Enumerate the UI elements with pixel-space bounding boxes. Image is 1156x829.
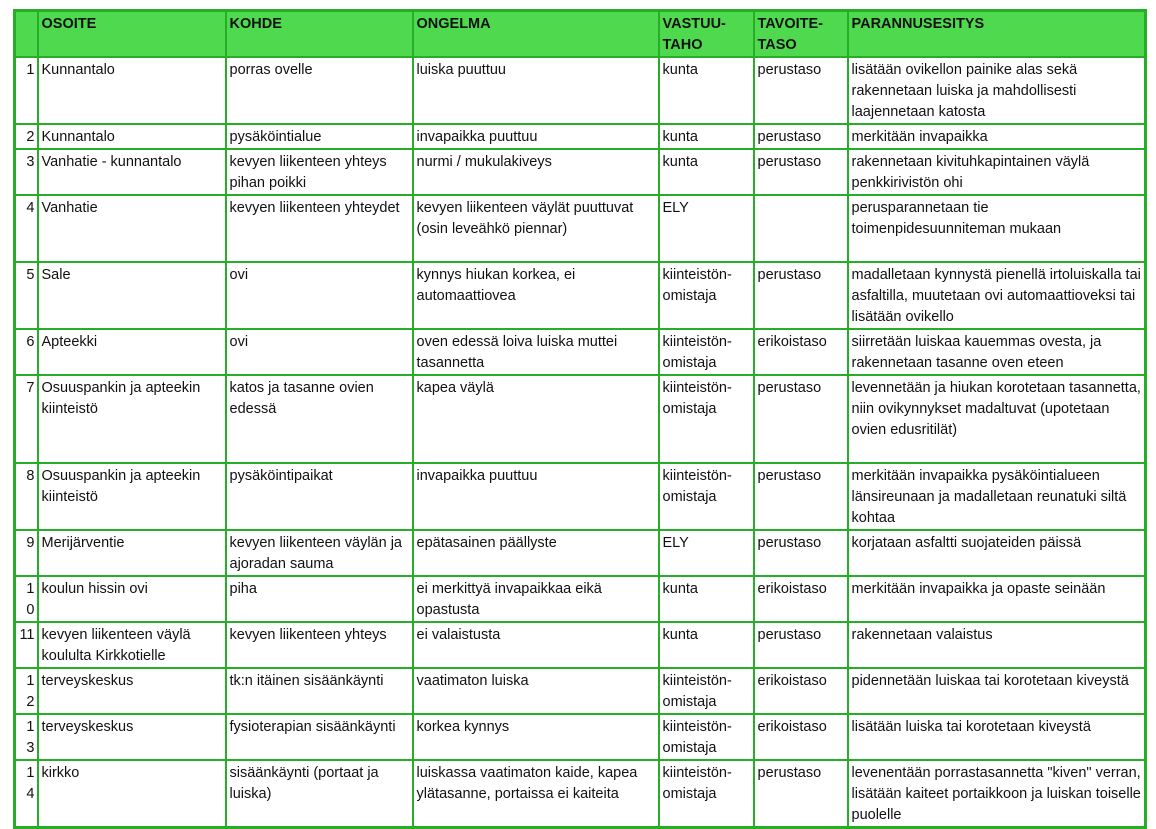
cell-osoite: koulun hissin ovi	[38, 576, 226, 622]
cell-tavoitetaso: erikoistaso	[754, 668, 848, 714]
cell-parannusesitys: rakennetaan kivituhkapintainen väylä penkkirivistön ohi	[848, 149, 1146, 195]
cell-tavoitetaso: perustaso	[754, 530, 848, 576]
cell-vastuutaho: kiinteistön-omistaja	[659, 463, 754, 530]
cell-kohde: fysioterapian sisäänkäynti	[226, 714, 413, 760]
cell-ongelma: invapaikka puuttuu	[413, 124, 659, 149]
cell-osoite: terveyskeskus	[38, 714, 226, 760]
cell-ongelma: vaatimaton luiska	[413, 668, 659, 714]
table-row	[15, 760, 1146, 828]
cell-parannusesitys: merkitään invapaikka ja opaste seinään	[848, 576, 1146, 622]
cell-vastuutaho: ELY	[659, 530, 754, 576]
cell-num: 9	[15, 530, 38, 576]
cell-parannusesitys: lisätään ovikellon painike alas sekä rakennetaan luiska ja mahdollisesti laajennetaan katosta	[848, 57, 1146, 124]
cell-tavoitetaso	[754, 195, 848, 262]
cell-tavoitetaso: erikoistaso	[754, 329, 848, 375]
cell-kohde: tk:n itäinen sisäänkäynti	[226, 668, 413, 714]
cell-num: 7	[15, 375, 38, 463]
table-body	[15, 57, 1146, 828]
cell-num: 3	[15, 149, 38, 195]
cell-vastuutaho: kunta	[659, 576, 754, 622]
cell-kohde: ovi	[226, 262, 413, 329]
cell-osoite: Osuuspankin ja apteekin kiinteistö	[38, 375, 226, 463]
table-row	[15, 668, 1146, 714]
cell-tavoitetaso: perustaso	[754, 149, 848, 195]
table-row	[15, 149, 1146, 195]
cell-osoite: Merijärventie	[38, 530, 226, 576]
cell-parannusesitys: merkitään invapaikka	[848, 124, 1146, 149]
table-row	[15, 714, 1146, 760]
table-row	[15, 576, 1146, 622]
cell-vastuutaho: kunta	[659, 149, 754, 195]
cell-kohde: kevyen liikenteen yhteys	[226, 622, 413, 668]
table-row	[15, 622, 1146, 668]
cell-osoite: kirkko	[38, 760, 226, 828]
cell-kohde: katos ja tasanne ovien edessä	[226, 375, 413, 463]
cell-num: 12	[15, 668, 38, 714]
cell-ongelma: nurmi / mukulakiveys	[413, 149, 659, 195]
header-num	[15, 11, 38, 58]
cell-tavoitetaso: perustaso	[754, 463, 848, 530]
cell-num: 14	[15, 760, 38, 828]
cell-tavoitetaso: perustaso	[754, 622, 848, 668]
cell-osoite: Kunnantalo	[38, 57, 226, 124]
table-row	[15, 329, 1146, 375]
header-ongelma: ONGELMA	[413, 11, 659, 58]
cell-parannusesitys: levenentään porrastasannetta "kiven" verran, lisätään kaiteet portaikkoon ja luiskan toiselle puolelle	[848, 760, 1146, 828]
cell-tavoitetaso: erikoistaso	[754, 714, 848, 760]
cell-num: 8	[15, 463, 38, 530]
header-parannusesitys: PARANNUSESITYS	[848, 11, 1146, 58]
cell-kohde: kevyen liikenteen yhteydet	[226, 195, 413, 262]
header-osoite: OSOITE	[38, 11, 226, 58]
cell-osoite: Osuuspankin ja apteekin kiinteistö	[38, 463, 226, 530]
header-kohde: KOHDE	[226, 11, 413, 58]
cell-vastuutaho: ELY	[659, 195, 754, 262]
cell-osoite: Sale	[38, 262, 226, 329]
cell-kohde: porras ovelle	[226, 57, 413, 124]
cell-ongelma: kapea väylä	[413, 375, 659, 463]
spreadsheet	[13, 9, 1147, 829]
cell-ongelma: korkea kynnys	[413, 714, 659, 760]
header-tavoitetaso	[754, 11, 848, 58]
cell-num: 13	[15, 714, 38, 760]
cell-ongelma: ei valaistusta	[413, 622, 659, 668]
cell-parannusesitys: rakennetaan valaistus	[848, 622, 1146, 668]
cell-osoite: Vanhatie - kunnantalo	[38, 149, 226, 195]
header-row	[15, 11, 1146, 58]
cell-vastuutaho: kiinteistön-omistaja	[659, 668, 754, 714]
cell-ongelma: epätasainen päällyste	[413, 530, 659, 576]
cell-parannusesitys: korjataan asfaltti suojateiden päissä	[848, 530, 1146, 576]
cell-ongelma: luiska puuttuu	[413, 57, 659, 124]
improvement-table	[13, 9, 1147, 829]
cell-parannusesitys: madalletaan kynnystä pienellä irtoluiskalla tai asfaltilla, muutetaan ovi automaattioveksi tai lisätään ovikello	[848, 262, 1146, 329]
table-row	[15, 463, 1146, 530]
cell-vastuutaho: kiinteistön-omistaja	[659, 262, 754, 329]
cell-kohde: sisäänkäynti (portaat ja luiska)	[226, 760, 413, 828]
table-row	[15, 124, 1146, 149]
cell-tavoitetaso: perustaso	[754, 57, 848, 124]
cell-num: 10	[15, 576, 38, 622]
cell-osoite: Apteekki	[38, 329, 226, 375]
cell-num: 2	[15, 124, 38, 149]
cell-parannusesitys: levennetään ja hiukan korotetaan tasannetta, niin ovikynnykset madaltuvat (upotetaan ovien edusritilät)	[848, 375, 1146, 463]
table-row	[15, 262, 1146, 329]
cell-kohde: kevyen liikenteen yhteys pihan poikki	[226, 149, 413, 195]
cell-ongelma: kynnys hiukan korkea, ei automaattiovea	[413, 262, 659, 329]
cell-num: 6	[15, 329, 38, 375]
header-tavoitetaso-label: TAVOITE- TASO	[757, 16, 824, 53]
cell-tavoitetaso: perustaso	[754, 124, 848, 149]
table-row	[15, 57, 1146, 124]
cell-vastuutaho: kunta	[659, 57, 754, 124]
cell-parannusesitys: pidennetään luiskaa tai korotetaan kiveystä	[848, 668, 1146, 714]
cell-osoite: Vanhatie	[38, 195, 226, 262]
cell-vastuutaho: kiinteistön-omistaja	[659, 329, 754, 375]
cell-tavoitetaso: perustaso	[754, 262, 848, 329]
cell-osoite: Kunnantalo	[38, 124, 226, 149]
table-row	[15, 195, 1146, 262]
table-row	[15, 530, 1146, 576]
cell-kohde: ovi	[226, 329, 413, 375]
cell-vastuutaho: kiinteistön-omistaja	[659, 714, 754, 760]
cell-tavoitetaso: perustaso	[754, 375, 848, 463]
cell-tavoitetaso: perustaso	[754, 760, 848, 828]
cell-num: 1	[15, 57, 38, 124]
table-row	[15, 375, 1146, 463]
cell-vastuutaho: kiinteistön-omistaja	[659, 375, 754, 463]
cell-parannusesitys: merkitään invapaikka pysäköintialueen länsireunaan ja madalletaan reunatuki siltä kohtaa	[848, 463, 1146, 530]
cell-ongelma: oven edessä loiva luiska muttei tasannetta	[413, 329, 659, 375]
cell-osoite: terveyskeskus	[38, 668, 226, 714]
cell-vastuutaho: kunta	[659, 622, 754, 668]
cell-kohde: pysäköintipaikat	[226, 463, 413, 530]
cell-ongelma: kevyen liikenteen väylät puuttuvat (osin leveähkö piennar)	[413, 195, 659, 262]
cell-parannusesitys: perusparannetaan tie toimenpidesuunniteman mukaan	[848, 195, 1146, 262]
cell-kohde: pysäköintialue	[226, 124, 413, 149]
cell-parannusesitys: siirretään luiskaa kauemmas ovesta, ja rakennetaan tasanne oven eteen	[848, 329, 1146, 375]
header-vastuutaho	[659, 11, 754, 58]
cell-num: 4	[15, 195, 38, 262]
cell-ongelma: ei merkittyä invapaikkaa eikä opastusta	[413, 576, 659, 622]
cell-ongelma: luiskassa vaatimaton kaide, kapea ylätasanne, portaissa ei kaiteita	[413, 760, 659, 828]
cell-vastuutaho: kiinteistön-omistaja	[659, 760, 754, 828]
cell-tavoitetaso: erikoistaso	[754, 576, 848, 622]
cell-osoite: kevyen liikenteen väylä koululta Kirkkotielle	[38, 622, 226, 668]
cell-vastuutaho: kunta	[659, 124, 754, 149]
cell-kohde: kevyen liikenteen väylän ja ajoradan sauma	[226, 530, 413, 576]
cell-num: 11	[15, 622, 38, 668]
cell-parannusesitys: lisätään luiska tai korotetaan kiveystä	[848, 714, 1146, 760]
header-vastuutaho-label: VASTUU- TAHO	[662, 16, 726, 53]
cell-kohde: piha	[226, 576, 413, 622]
cell-ongelma: invapaikka puuttuu	[413, 463, 659, 530]
cell-num: 5	[15, 262, 38, 329]
